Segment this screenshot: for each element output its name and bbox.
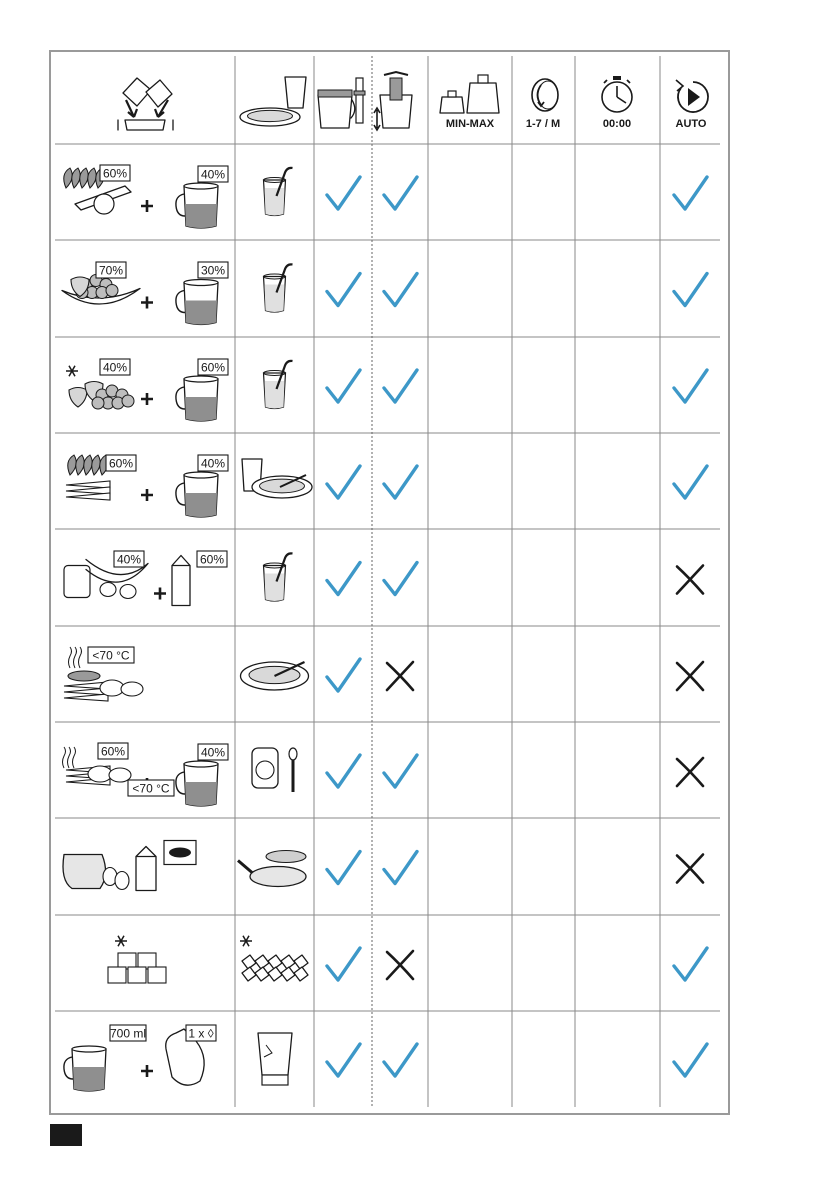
berry [106,285,118,297]
jug-status-cell [327,1044,360,1076]
glass-straw-icon [264,264,293,312]
leaf [92,455,101,475]
page-marker [50,1124,82,1146]
plate-glass-icon [240,77,306,126]
pct-a-text: 40% [102,360,128,375]
check-icon [674,370,707,402]
glass-liquid [265,188,285,216]
temp-box [88,647,134,663]
check-mark [674,274,707,306]
check-mark [327,563,360,595]
measuring-jug-icon [176,183,218,228]
jug-status-cell [327,852,360,884]
table-grid [55,56,720,1107]
check-mark [327,466,360,498]
leaf [84,455,93,475]
auto-status-cell [674,177,707,209]
program-row [108,936,707,983]
jug-handle [176,194,185,216]
check-mark [327,659,360,691]
ice-chip [268,955,282,969]
check-icon [384,274,417,306]
snowflake-arms [66,366,78,376]
program-row [63,743,704,806]
check-icon [327,466,360,498]
pct-a-text: 60% [102,166,128,181]
result-cell [264,361,293,409]
steam-line [74,647,77,668]
check-mark [327,1044,360,1076]
header-plate [240,108,300,126]
auto-status-cell [674,370,707,402]
jug-rim [72,1046,106,1052]
tamper-grip [354,91,365,95]
plus-sign [141,297,153,309]
result-cell [238,851,306,887]
dose-text: 1 x ◊ [188,1026,214,1041]
jug-rim [184,761,218,767]
jug-liquid [185,493,217,517]
plate-inner [248,110,293,121]
check-mark [384,370,417,402]
jug-status-cell [327,563,360,595]
result-cell [258,1033,292,1085]
right-box [146,80,172,107]
spoon-bowl [289,748,297,760]
jug-status-cell [327,659,360,691]
auto-status-cell [677,758,703,786]
temp-box-text: <70 °C [132,781,170,796]
leaf [80,168,89,188]
jug-rim [184,472,218,478]
check-icon [674,466,707,498]
jug-rim [184,280,218,286]
check-icon [384,370,417,402]
jug-liquid [185,301,217,325]
carrot [64,694,108,701]
check-mark [384,755,417,787]
check-mark [327,370,360,402]
leaf [64,168,73,188]
cross-icon [677,758,703,786]
program-row [64,551,703,606]
check-icon [384,563,417,595]
check-mark [384,466,417,498]
check-icon [674,948,707,980]
ice-chip [294,955,308,969]
potato [88,766,112,782]
pct-b-text: 40% [200,745,226,760]
program-row [66,359,707,421]
check-icon [384,1044,417,1076]
ice-chip [268,967,282,981]
volume-text: 700 ml [109,1026,147,1041]
vacuum-status-cell [384,177,417,209]
cross-mark [677,758,703,786]
header-glass [285,77,306,108]
plus-icon [141,489,153,501]
plus-icon [141,200,153,212]
plus-sign [141,1065,153,1077]
jug-handle [176,483,185,505]
result-cell [242,459,312,498]
cross-icon [677,662,703,690]
ingredient-cell [63,841,196,891]
check-mark [384,852,417,884]
glass-straw-icon [264,361,293,409]
pct-a [98,743,128,759]
measuring-jug-icon [176,761,218,806]
jug-status-cell [327,755,360,787]
snowflake-icon [66,366,78,376]
soup-pot [68,671,100,681]
jug [258,1033,292,1075]
updown-arrow [374,108,380,130]
nut [100,583,116,597]
pct-b [198,166,228,182]
result-cell [252,748,297,792]
pct-a-text: 60% [108,456,134,471]
check-mark [327,948,360,980]
temp-box [128,780,174,796]
leaf [88,168,97,188]
baby-face [256,761,274,779]
jug-liquid [185,397,217,421]
pct-a [96,262,126,278]
auto-play [688,88,700,106]
jug-blender-icon [318,78,365,128]
jug-status-cell [327,177,360,209]
snowflake-icon [115,936,127,946]
pct-b-text: 60% [200,360,226,375]
ice-chip [281,955,295,969]
plus-sign [154,588,166,600]
result-cell [264,168,293,216]
jug-handle [64,1057,73,1079]
berry [122,395,134,407]
check-icon [674,177,707,209]
check-mark [384,274,417,306]
pct-b-text: 40% [200,167,226,182]
auto-status-cell [674,466,707,498]
vacuum-status-cell [384,852,417,884]
program-row [62,262,707,325]
vacuum-status-cell [384,370,417,402]
measuring-jug-icon [64,1046,106,1091]
pan [250,867,306,887]
ice-chip [255,967,269,981]
small-weight-knob [448,91,456,97]
ice-cube [108,967,126,983]
carrot [66,493,110,500]
cross-mark [677,855,703,883]
glass-straw-icon [264,168,293,216]
vacuum-status-cell [384,1044,417,1076]
measuring-jug-icon [176,376,218,421]
carton [172,556,190,606]
plus-icon [154,588,166,600]
strawberry-icon [69,388,87,408]
potato [121,682,143,696]
result-cell [240,936,308,981]
ingredient-cell [66,359,228,421]
steam-line [68,747,71,768]
vacuum-status-cell [387,662,413,690]
plus-sign [141,200,153,212]
carrot [66,487,110,494]
pan-handle [238,861,252,873]
pct-a [106,455,136,471]
steam-icon [69,647,82,668]
auto-status-cell [674,948,707,980]
check-icon [327,1044,360,1076]
large-weight-knob [478,75,488,83]
check-mark [674,1044,707,1076]
plus-sign [141,489,153,501]
watch-crown [613,76,621,80]
pct-a [100,359,130,375]
pct-a-text: 60% [100,744,126,759]
check-mark [327,274,360,306]
nut [120,585,136,599]
pct-b [198,262,228,278]
milk-carton-icon [172,556,190,606]
vacuum-status-cell [387,951,413,979]
egg [115,872,129,890]
measuring-jug-icon [176,280,218,325]
speed-dial-icon [526,79,560,130]
flour-bag [63,855,106,889]
milk-carton [136,847,156,891]
pct-b-text: 40% [200,456,226,471]
strawberry-body [69,388,87,408]
bowl [125,120,165,130]
apple [94,194,114,214]
steam-line [69,647,72,668]
small-weight [440,97,464,113]
result-cell [264,553,293,601]
timer-label: 00:00 [602,118,632,130]
program-row [64,1025,707,1091]
ice-chip [242,955,256,969]
vacuum-status-cell [384,274,417,306]
leaves-icon [64,168,105,188]
auto-status-cell [677,855,703,883]
pct-a-text: 40% [116,552,142,567]
ingredient-cell [64,647,143,701]
jug-base [262,1075,288,1085]
vacuum-status-cell [384,563,417,595]
check-mark [384,1044,417,1076]
ice-chip [281,967,295,981]
cross-icon [677,855,703,883]
jug-liquid [185,782,217,806]
jug-status-cell [327,948,360,980]
jug-handle [176,387,185,409]
ice-cube [148,967,166,983]
check-mark [327,852,360,884]
check-icon [674,1044,707,1076]
check-icon [327,948,360,980]
check-icon [327,177,360,209]
berry [92,397,104,409]
jug-status-cell [327,370,360,402]
snowflake-arms [115,936,127,946]
check-icon [384,852,417,884]
glass-liquid [265,285,285,313]
check-icon [674,274,707,306]
auto-status-cell [677,662,703,690]
cow [169,848,191,858]
ingredient-cell [64,551,227,606]
auto-label: AUTO [675,118,707,130]
cross-mark [677,662,703,690]
leaf [72,168,81,188]
check-icon [327,755,360,787]
ingredient-cell [63,743,229,806]
cross-mark [387,951,413,979]
jug-status-cell [327,466,360,498]
ingredient-cell [62,262,228,325]
check-mark [674,948,707,980]
ice-chip [255,955,269,969]
leaf [76,455,85,475]
temp-box-text: <70 °C [92,648,130,663]
vacuum-status-cell [384,755,417,787]
pct-b [198,455,228,471]
cross-icon [387,951,413,979]
weight-label: MIN-MAX [445,118,495,130]
potato [100,680,124,696]
ingredient-cell [64,1025,216,1091]
check-mark [384,177,417,209]
result-cell [264,264,293,312]
snowflake-icon [240,936,252,946]
glass-liquid [265,381,285,409]
plus-icon [141,393,153,405]
result-cell [241,662,309,690]
auto-status-cell [677,566,703,594]
carrots-icon [66,481,110,500]
check-icon [384,177,417,209]
cross-icon [387,662,413,690]
leaves-icon [68,455,109,475]
jug-rim [184,376,218,382]
pct-b [198,359,228,375]
steam-line [79,647,82,668]
pct-b [198,744,228,760]
check-icon [327,370,360,402]
check-icon [327,852,360,884]
ice-cube [128,967,146,983]
plus-icon [141,1065,153,1077]
pct-a [114,551,144,567]
pancakes [266,851,306,863]
ingredient-cell [108,936,166,983]
jug [318,95,352,128]
check-icon [384,755,417,787]
auto-status-cell [674,1044,707,1076]
check-icon [327,274,360,306]
cross-mark [387,662,413,690]
glass-straw-icon [264,553,293,601]
pct-b-text: 30% [200,263,226,278]
check-mark [674,466,707,498]
check-mark [674,177,707,209]
cross-mark [677,566,703,594]
check-mark [327,755,360,787]
jug-liquid [185,204,217,228]
vacuum-pump [390,78,402,100]
pct-a [100,165,130,181]
ice-chip [242,967,256,981]
auto-program-icon [676,80,708,130]
pct-b-text: 60% [199,552,225,567]
check-mark [674,370,707,402]
potatoes-icon [88,766,131,782]
ice-chip [294,967,308,981]
plus-icon [141,297,153,309]
vacuum-jug-icon [374,72,412,130]
auto-arrowhead [676,80,683,91]
jug-rim [184,183,218,189]
speed-label: 1-7 / M [525,118,561,130]
leaf [68,455,77,475]
carrot [66,481,110,488]
snowflake-arms [240,936,252,946]
program-row [66,455,707,517]
ingredient-cell [64,165,228,228]
potatoes-icon [100,680,143,696]
measuring-jug-icon [176,472,218,517]
steam-line [63,747,66,768]
check-icon [384,466,417,498]
pct-a-text: 70% [98,263,124,278]
tamper [356,78,363,123]
ingredients-pour-icon [118,78,173,130]
ingredient-cell [66,455,228,517]
jug-liquid [73,1067,105,1091]
stopwatch-icon [602,76,632,130]
auto-status-cell [674,274,707,306]
steam-icon [63,747,76,768]
program-row [63,841,703,891]
weight-icon [440,75,499,130]
header-row [118,72,708,130]
rotate-arrow [384,72,408,75]
vacuum-status-cell [384,466,417,498]
jug-lid [318,90,352,97]
steam-line [73,747,76,768]
jug-handle [176,772,185,794]
pct-b [197,551,227,567]
jug-status-cell [327,274,360,306]
plus-sign [141,393,153,405]
jug-handle [176,291,185,313]
cross-icon [677,566,703,594]
glass-liquid [265,574,285,602]
check-icon [327,659,360,691]
check-mark [384,563,417,595]
program-row [64,165,707,228]
check-mark [327,177,360,209]
large-weight [467,83,499,113]
check-icon [327,563,360,595]
program-row [64,647,703,701]
